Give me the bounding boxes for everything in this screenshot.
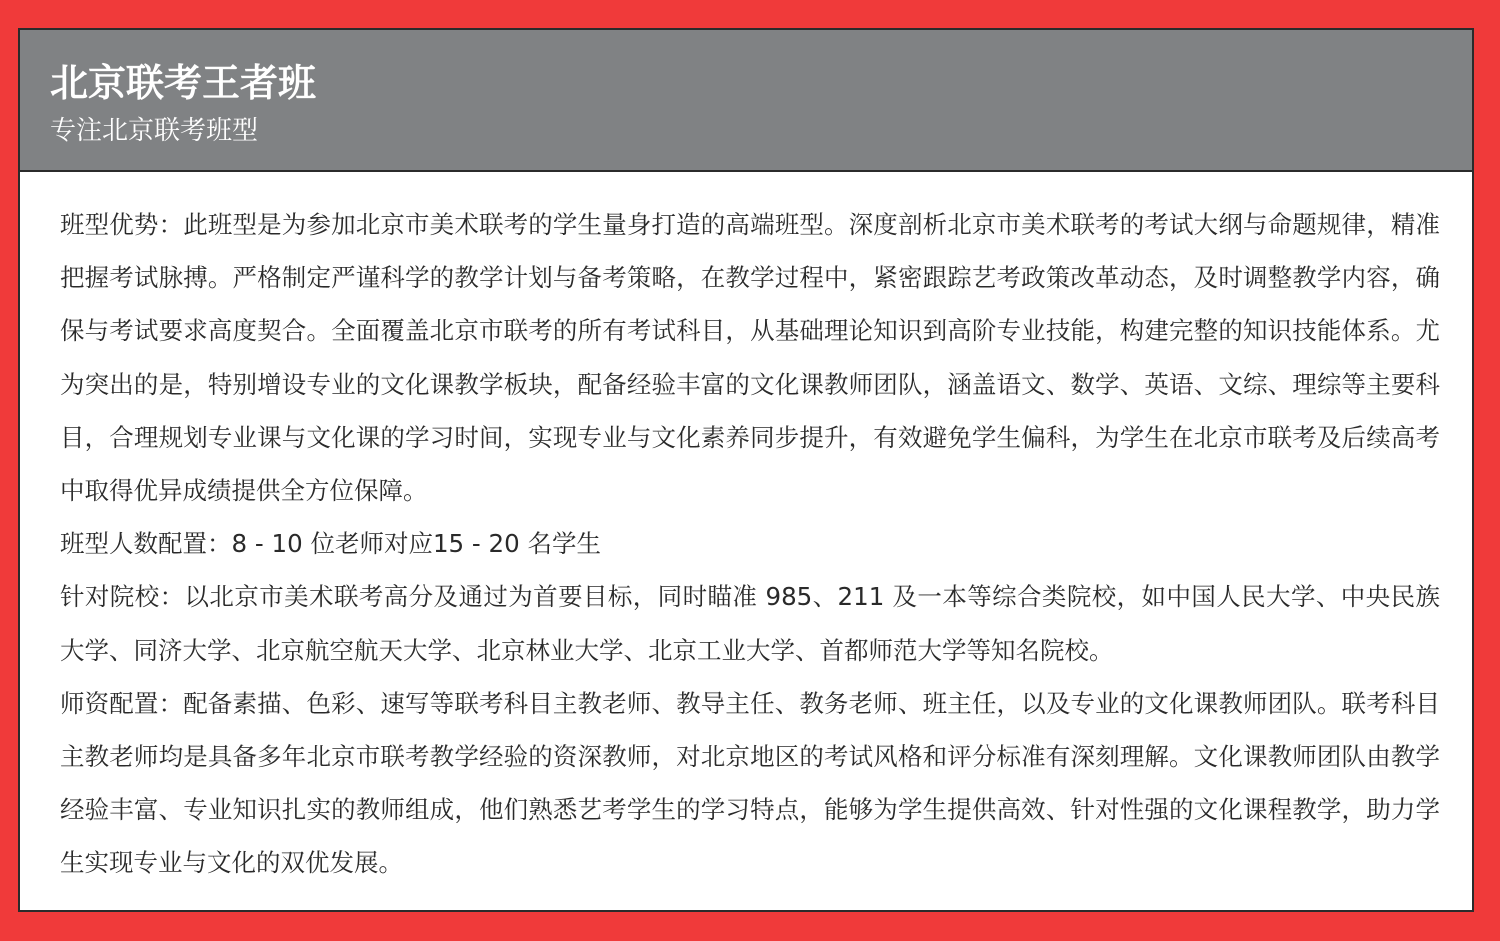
card-body (60, 198, 1440, 890)
page-title: 北京联考王者班 (50, 61, 317, 105)
paragraph-faculty: 师资配置：配备素描、色彩、速写等联考科目主教老师、教导主任、教务老师、班主任，以及专业的文化课教师团队。联考科目主教老师均是具备多年北京市联考教学经验的资深教师，对北京地区的考试风格和评分标准有深刻理解。文化课教师团队由教学经验丰富、专业知识扎实的教师组成，他们熟悉艺考学生的学习特点，能够为学生提供高效、针对性强的文化课程教学，助力学生实现专业与文化的双优发展。 (60, 688, 1440, 878)
info-card (18, 28, 1474, 912)
page-subtitle: 专注北京联考班型 (50, 116, 259, 146)
paragraph-class-size: 班型人数配置：8 - 10 位老师对应15 - 20 名学生 (60, 529, 602, 559)
paragraph-class-advantages: 班型优势：此班型是为参加北京市美术联考的学生量身打造的高端班型。深度剖析北京市美术联考的考试大纲与命题规律，精准把握考试脉搏。严格制定严谨科学的教学计划与备考策略，在教学过程中，紧密跟踪艺考政策改革动态，及时调整教学内容，确保与考试要求高度契合。全面覆盖北京市联考的所有考试科目，从基础理论知识到高阶专业技能，构建完整的知识技能体系。尤为突出的是，特别增设专业的文化课教学板块，配备经验丰富的文化课教师团队，涵盖语文、数学、英语、文综、理综等主要科目，合理规划专业课与文化课的学习时间，实现专业与文化素养同步提升，有效避免学生偏科，为学生在北京市联考及后续高考中取得优异成绩提供全方位保障。 (60, 210, 1440, 506)
paragraph-target-schools: 针对院校：以北京市美术联考高分及通过为首要目标，同时瞄准 985、211 及一本等综合类院校，如中国人民大学、中央民族大学、同济大学、北京航空航天大学、北京林业大学、北京工业大学、首都师范大学等知名院校。 (60, 582, 1440, 665)
card-header (20, 30, 1472, 172)
